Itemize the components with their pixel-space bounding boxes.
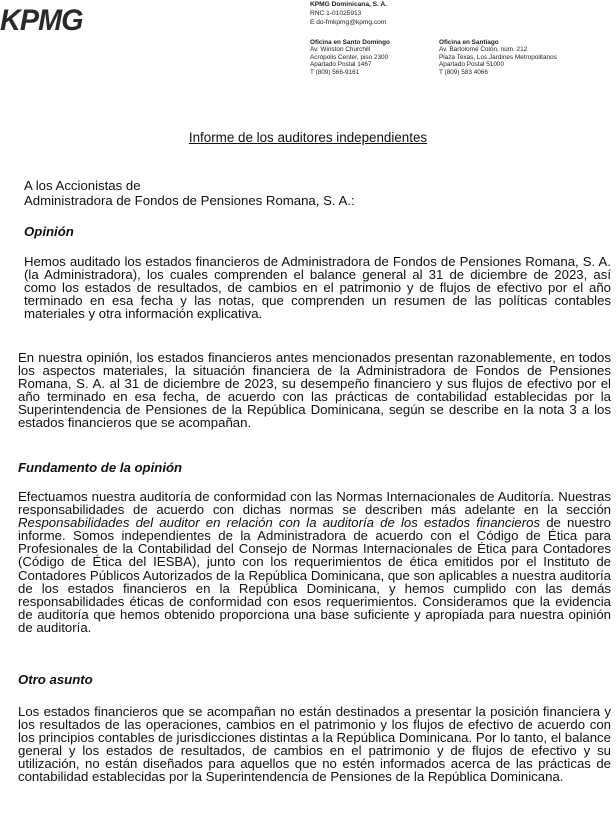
report-title: Informe de los auditores independientes (188, 130, 428, 145)
opinion-paragraph-1: Hemos auditado los estados financieros de Administradora de Fondos de Pensiones Romana, S. A. (la Administradora), los cuales comprenden el balance general al 31 de diciembre de 2023, así como los estados de resultados, de cambios en el patrimonio y de flujos de efectivo por el año terminado en esa fecha y las notas, que comprenden un resumen de las políticas contables materiales y otra información explicativa. (24, 254, 611, 322)
opinion-heading: Opinión (24, 224, 74, 239)
other-matter-heading: Otro asunto (18, 672, 93, 687)
office-line: T (809) 566-9161 (310, 68, 360, 76)
basis-paragraph (18, 490, 611, 634)
opinion-paragraph-2: En nuestra opinión, los estados financieros antes mencionados presentan razonablemente, en todos los aspectos materiales, la situación financiera de la Administradora de Fondos de Pensiones Romana, S. A. al 31 de diciembre de 2023, su desempeño financiero y sus flujos de efectivo por el año terminado en esa fecha, de acuerdo con las prácticas de contabilidad establecidas por la Superintendencia de Pensiones de la República Dominicana, según se describe en la nota 3 a los estados financieros que se acompañan. (18, 350, 611, 431)
kpmg-logo: KPMG (0, 4, 83, 37)
office-line: Av. Winston Churchill (310, 46, 371, 54)
basis-heading: Fundamento de la opinión (18, 460, 183, 475)
firm-email: E do-fmkpmg@kpmg.com (310, 19, 387, 26)
firm-name: KPMG Dominicana, S. A. (310, 1, 388, 8)
office-line: Apartado Postal 51000 (439, 61, 505, 69)
firm-info (310, 0, 387, 27)
salutation-line: Administradora de Fondos de Pensiones Romana, S. A.: (24, 192, 355, 208)
salutation-line: A los Accionistas de (24, 178, 141, 193)
office-line: Acrópolis Center, piso 2300 (310, 53, 389, 61)
office-line: Apartado Postal 1467 (310, 61, 372, 69)
basis-italic-reference: Responsabilidades del auditor en relación con la auditoría de los estados financieros (18, 515, 541, 531)
firm-rnc: RNC 1-01025913 (310, 10, 362, 17)
office-santo-domingo (310, 39, 390, 76)
office-santiago (439, 39, 557, 76)
other-matter-paragraph: Los estados financieros que se acompañan no están destinados a presentar la posición financiera y los resultados de las operaciones, cambios en el patrimonio y los flujos de efectivo de acuerdo con los principios contables de jurisdicciones distintas a la República Dominicana. Por lo tanto, el balance general y los estados de resultados, de cambios en el patrimonio y de flujos de efectivo y su utilización, no están diseñados para aquellos que no estén informados acerca de las prácticas de contabilidad establecidas por la Superintendencia de Pensiones de la República Dominicana. (18, 704, 611, 785)
office-line: Av. Bartolomé Colón, núm. 212 (439, 46, 528, 54)
basis-text: de nuestro informe. Somos independientes de la Administradora de acuerdo con el Código de Ética para Profesionales de la Contabilidad del Consejo de Normas Internacionales de Ética para Contadores (Código de Ética del IESBA), junto con los requerimientos de ética emitidos por el Instituto de Contadores Públicos Autorizados de la República Dominicana, que son aplicables a nuestra auditoría de los estados financieros en la República Dominicana, y hemos cumplido con las demás responsabilidades éticas de conformidad con esos requerimientos. Consideramos que la evidencia de auditoría que hemos obtenido proporciona una base suficiente y apropiada para nuestra opinión de auditoría. (18, 515, 611, 635)
office-name: Oficina en Santo Domingo (310, 39, 390, 46)
office-name: Oficina en Santiago (439, 39, 499, 46)
basis-text: Efectuamos nuestra auditoría de conformidad con las Normas Internacionales de Auditoría. Nuestras responsabilidades de acuerdo con dichas normas se describen más adelante en la sección (18, 489, 611, 518)
office-line: Plaza Texas, Los Jardines Metropolitanos (439, 53, 557, 61)
office-line: T (809) 583 4066 (439, 68, 488, 76)
salutation (24, 179, 355, 208)
